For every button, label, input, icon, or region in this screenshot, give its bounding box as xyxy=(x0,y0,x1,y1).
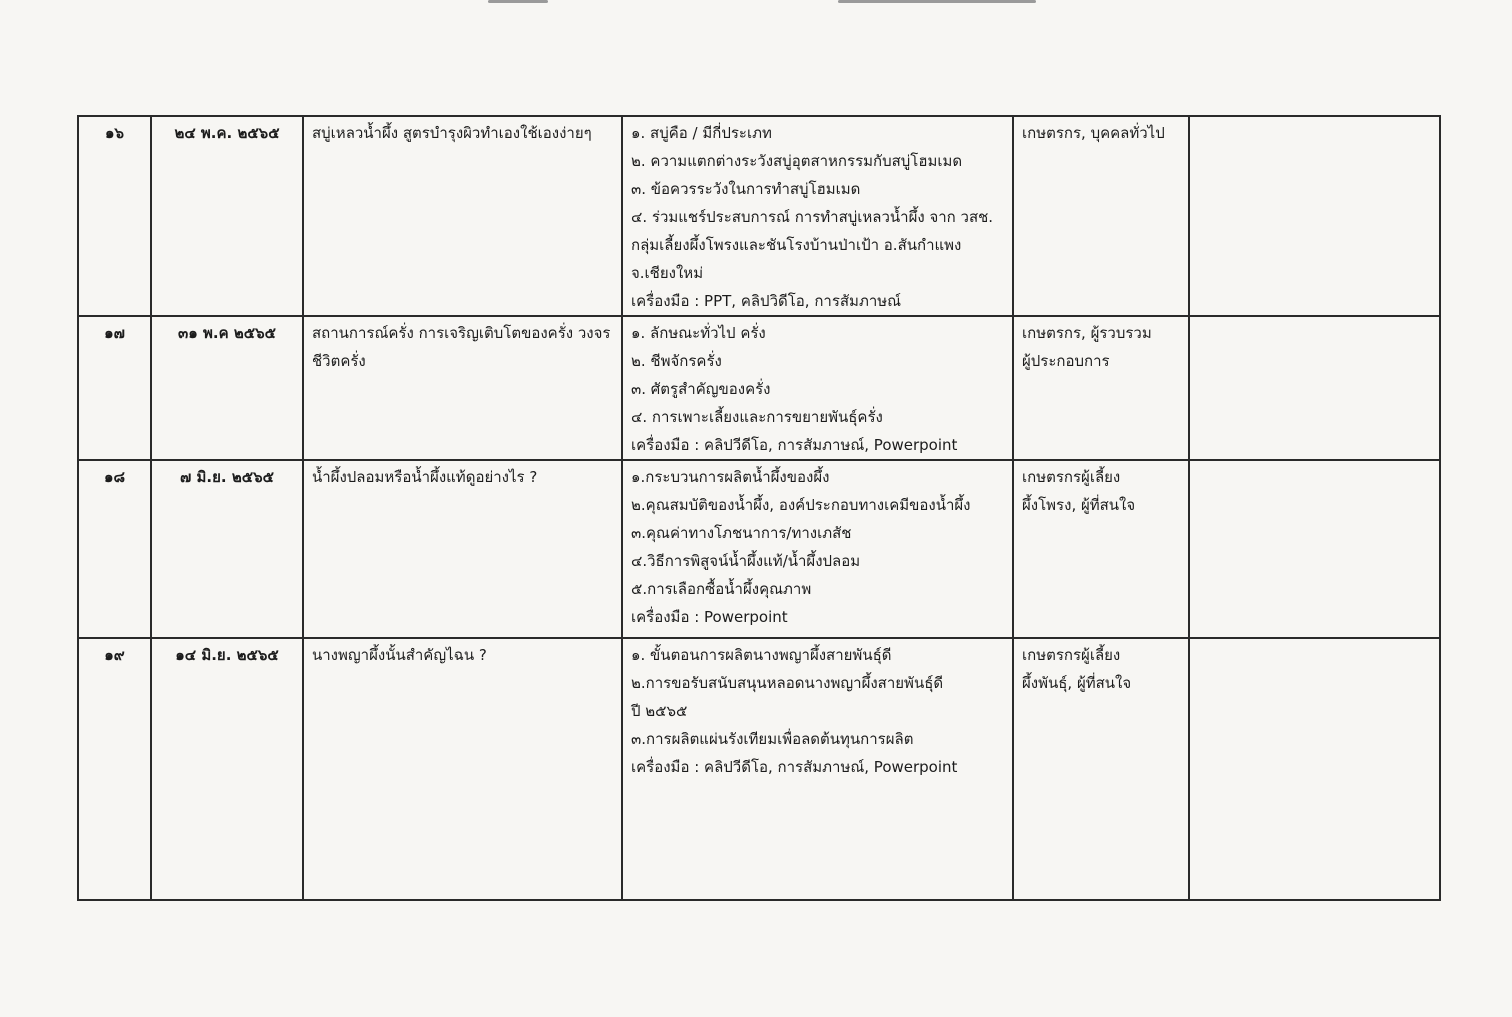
content-line: ๒. ความแตกต่างระวังสบู่อุตสาหกรรมกับสบู่โฮมเมด xyxy=(631,152,963,170)
target-line: เกษตรกร, ผู้รวบรวม xyxy=(1022,324,1152,342)
row-topic: น้ำผึ้งปลอมหรือน้ำผึ้งแท้ดูอย่างไร ? xyxy=(303,460,622,638)
row-date: ๓๑ พ.ค ๒๕๖๕ xyxy=(151,316,303,460)
content-line: เครื่องมือ : PPT, คลิปวิดีโอ, การสัมภาษณ์ xyxy=(631,292,902,310)
content-line: เครื่องมือ : คลิปวีดีโอ, การสัมภาษณ์, Powerpoint xyxy=(631,436,958,454)
row-target-group xyxy=(1013,638,1189,900)
target-line: เกษตรกรผู้เลี้ยง xyxy=(1022,468,1121,486)
row-note xyxy=(1189,116,1440,316)
content-line: ๔. ร่วมแชร์ประสบการณ์ การทำสบู่เหลวน้ำผึ้ง จาก วสช. xyxy=(631,208,994,226)
table-row xyxy=(78,460,1440,638)
row-number: ๑๙ xyxy=(78,638,151,900)
content-line: ๑.กระบวนการผลิตน้ำผึ้งของผึ้ง xyxy=(631,468,830,486)
scan-edge-mark xyxy=(488,0,548,3)
content-line: ๕.การเลือกซื้อน้ำผึ้งคุณภาพ xyxy=(631,580,812,598)
content-line: เครื่องมือ : คลิปวีดีโอ, การสัมภาษณ์, Powerpoint xyxy=(631,758,958,776)
row-note xyxy=(1189,638,1440,900)
row-date: ๒๔ พ.ค. ๒๕๖๕ xyxy=(151,116,303,316)
content-line: ๑. สบู่คือ / มีกี่ประเภท xyxy=(631,124,772,142)
content-line: ๓. ศัตรูสำคัญของครั่ง xyxy=(631,380,771,398)
row-topic: สถานการณ์ครั่ง การเจริญเติบโตของครั่ง วงจรชีวิตครั่ง xyxy=(303,316,622,460)
content-line: จ.เชียงใหม่ xyxy=(631,264,704,282)
row-topic: สบู่เหลวน้ำผึ้ง สูตรบำรุงผิวทำเองใช้เองง่ายๆ xyxy=(303,116,622,316)
content-line: กลุ่มเลี้ยงผึ้งโพรงและชันโรงบ้านป่าเป้า อ.สันกำแพง xyxy=(631,236,962,254)
row-number: ๑๗ xyxy=(78,316,151,460)
target-line: ผู้ประกอบการ xyxy=(1022,352,1110,370)
row-number: ๑๘ xyxy=(78,460,151,638)
content-line: ๓. ข้อควรระวังในการทำสบู่โฮมเมด xyxy=(631,180,861,198)
content-line: ๒.การขอรับสนับสนุนหลอดนางพญาผึ้งสายพันธุ์ดี xyxy=(631,674,944,692)
content-line: ๔. การเพาะเลี้ยงและการขยายพันธุ์ครั่ง xyxy=(631,408,883,426)
content-line: ๒.คุณสมบัติของน้ำผึ้ง, องค์ประกอบทางเคมีของน้ำผึ้ง xyxy=(631,496,971,514)
row-content xyxy=(622,116,1013,316)
row-target-group xyxy=(1013,460,1189,638)
content-line: ๔.วิธีการพิสูจน์น้ำผึ้งแท้/น้ำผึ้งปลอม xyxy=(631,552,861,570)
row-note xyxy=(1189,316,1440,460)
row-number: ๑๖ xyxy=(78,116,151,316)
content-line: ๑. ลักษณะทั่วไป ครั่ง xyxy=(631,324,766,342)
content-line: เครื่องมือ : Powerpoint xyxy=(631,608,788,626)
table-row xyxy=(78,316,1440,460)
content-line: ๒. ชีพจักรครั่ง xyxy=(631,352,722,370)
content-line: ๑. ขั้นตอนการผลิตนางพญาผึ้งสายพันธุ์ดี xyxy=(631,646,892,664)
content-line: ๓.การผลิตแผ่นรังเทียมเพื่อลดต้นทุนการผลิต xyxy=(631,730,914,748)
scan-edge-mark xyxy=(838,0,1036,3)
row-note xyxy=(1189,460,1440,638)
schedule-table xyxy=(77,115,1441,901)
table-row xyxy=(78,116,1440,316)
target-line: เกษตรกร, บุคคลทั่วไป xyxy=(1022,124,1165,142)
content-line: ๓.คุณค่าทางโภชนาการ/ทางเภสัช xyxy=(631,524,852,542)
row-target-group xyxy=(1013,116,1189,316)
row-content xyxy=(622,460,1013,638)
row-date: ๗ มิ.ย. ๒๕๖๕ xyxy=(151,460,303,638)
target-line: ผึ้งพันธุ์, ผู้ที่สนใจ xyxy=(1022,674,1132,692)
content-line: ปี ๒๕๖๕ xyxy=(631,702,688,720)
target-line: เกษตรกรผู้เลี้ยง xyxy=(1022,646,1121,664)
target-line: ผึ้งโพรง, ผู้ที่สนใจ xyxy=(1022,496,1136,514)
row-target-group xyxy=(1013,316,1189,460)
row-date: ๑๔ มิ.ย. ๒๕๖๕ xyxy=(151,638,303,900)
table-row xyxy=(78,638,1440,900)
row-content xyxy=(622,316,1013,460)
row-topic: นางพญาผึ้งนั้นสำคัญไฉน ? xyxy=(303,638,622,900)
row-content xyxy=(622,638,1013,900)
